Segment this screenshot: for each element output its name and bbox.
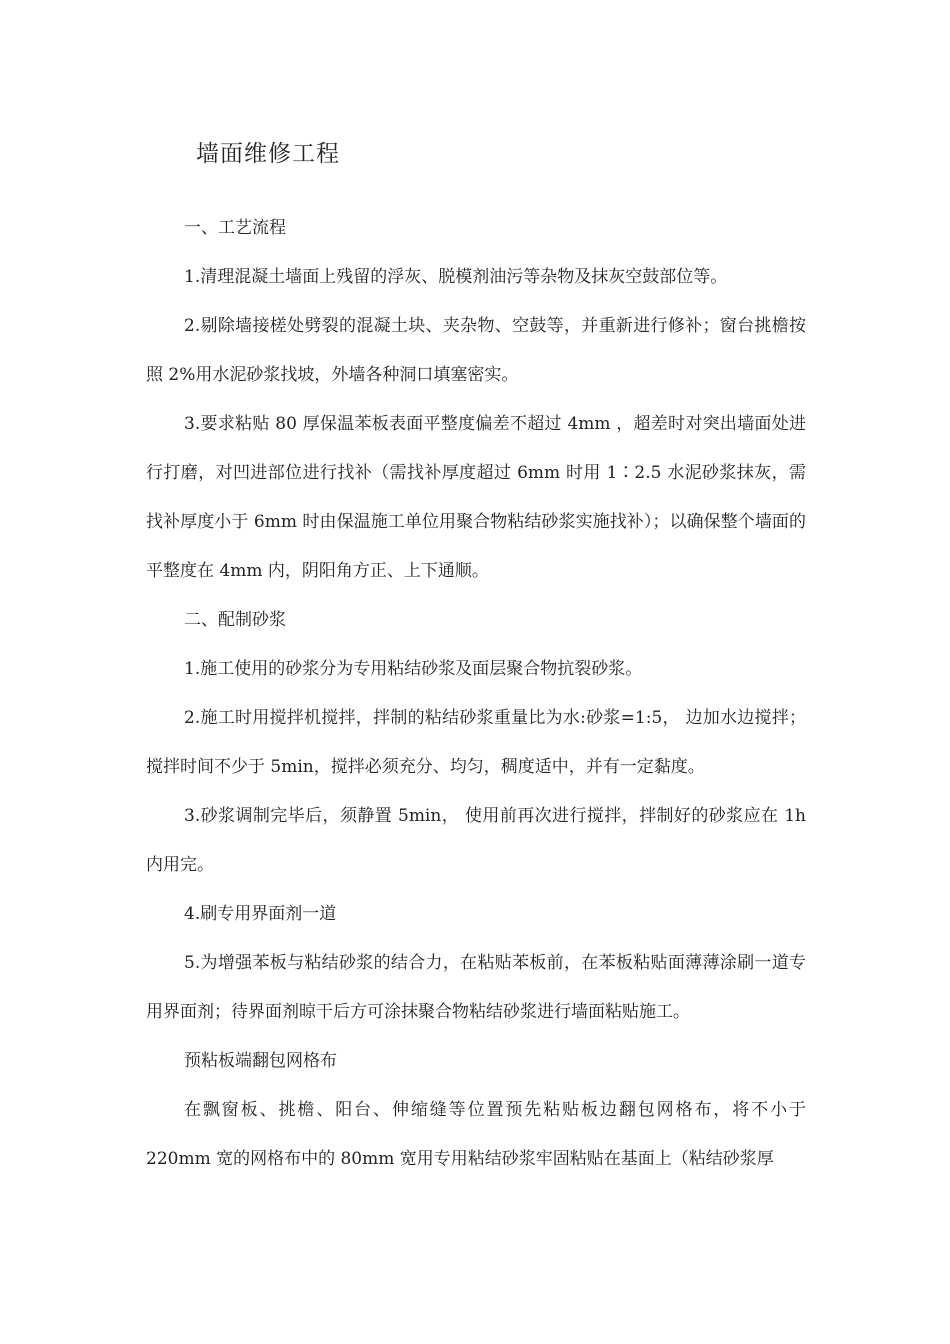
paragraph-mortar-5: 5.为增强苯板与粘结砂浆的结合力，在粘贴苯板前，在苯板粘贴面薄薄涂刷一道专用界面剂；待界面剂晾干后方可涂抹聚合物粘结砂浆进行墙面粘贴施工。 bbox=[146, 953, 806, 1022]
paragraph-mesh-1: 在飘窗板、挑檐、阳台、伸缩缝等位置预先粘贴板边翻包网格布，将不小于 220mm 宽的网格布中的 80mm 宽用专用粘结砂浆牢固粘贴在基面上（粘结砂浆厚 bbox=[146, 1100, 806, 1169]
paragraph-mortar-4: 4.刷专用界面剂一道 bbox=[184, 904, 337, 924]
paragraph-mortar-2: 2.施工时用搅拌机搅拌，拌制的粘结砂浆重量比为水:砂浆=1:5， 边加水边搅拌；搅拌时间不少于 5min，搅拌必须充分、均匀，稠度适中，并有一定黏度。 bbox=[146, 708, 807, 777]
section-heading-mesh: 预粘板端翻包网格布 bbox=[184, 1051, 337, 1071]
paragraph-process-2: 2.剔除墙接槎处劈裂的混凝土块、夹杂物、空鼓等，并重新进行修补；窗台挑檐按照 2%用水泥砂浆找坡，外墙各种洞口填塞密实。 bbox=[146, 316, 806, 385]
section-heading-mortar: 二、配制砂浆 bbox=[184, 610, 286, 630]
paragraph-mortar-1: 1.施工使用的砂浆分为专用粘结砂浆及面层聚合物抗裂砂浆。 bbox=[184, 659, 643, 679]
paragraph-process-1: 1.清理混凝土墙面上残留的浮灰、脱模剂油污等杂物及抹灰空鼓部位等。 bbox=[184, 267, 728, 287]
document-body bbox=[146, 204, 806, 1184]
section-heading-process: 一、工艺流程 bbox=[184, 218, 286, 238]
document-title: 墙面维修工程 bbox=[196, 141, 340, 167]
paragraph-process-3: 3.要求粘贴 80 厚保温苯板表面平整度偏差不超过 4mm ，超差时对突出墙面处进行打磨，对凹进部位进行找补（需找补厚度超过 6mm 时用 1∶2.5 水泥砂浆抹灰，需找补厚度小于 6mm 时由保温施工单位用聚合物粘结砂浆实施找补）；以确保整个墙面的平整度在 4mm 内，阴阳角方正、上下通顺。 bbox=[146, 414, 806, 581]
paragraph-mortar-3: 3.砂浆调制完毕后，须静置 5min， 使用前再次进行搅拌，拌制好的砂浆应在 1h 内用完。 bbox=[146, 806, 806, 875]
